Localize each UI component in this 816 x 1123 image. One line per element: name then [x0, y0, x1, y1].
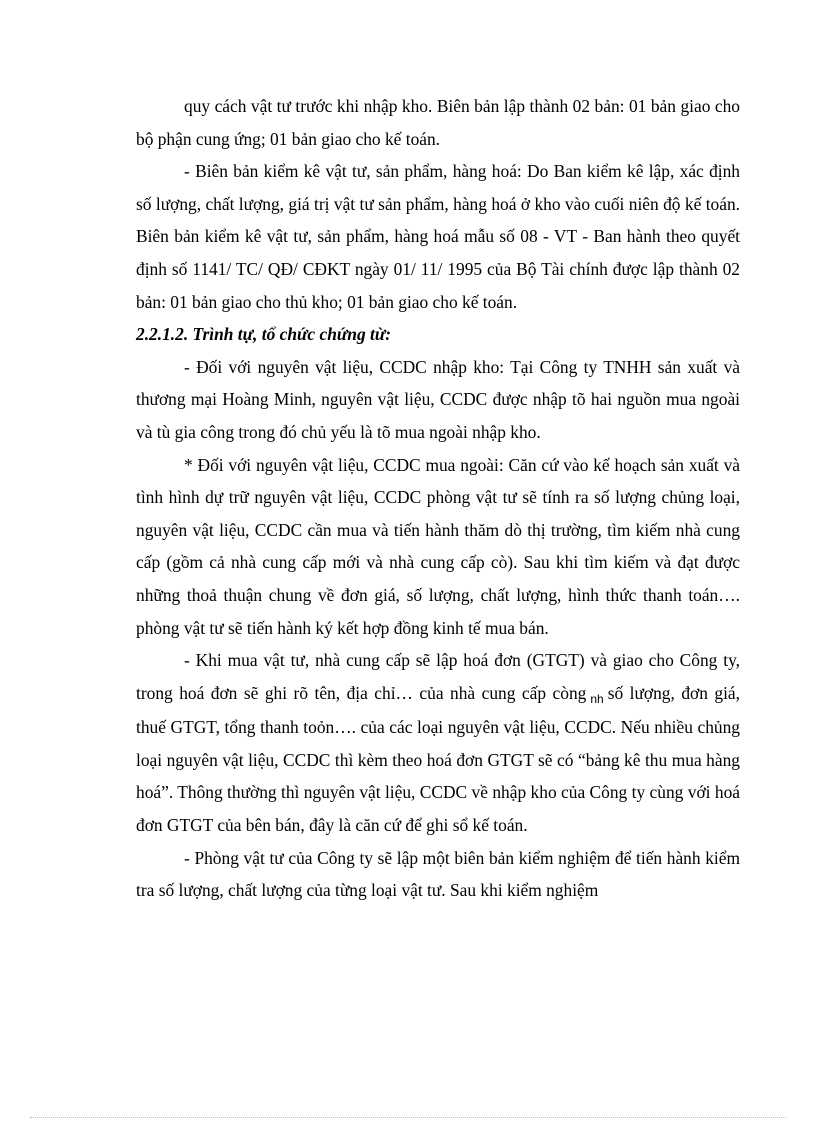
paragraph-bien-ban-kiem-ke: - Biên bản kiểm kê vật tư, sản phẩm, hàng hoá: Do Ban kiểm kê lập, xác định số lượng, chất lượng, giá trị vật tư sản phẩm, hàng hoá ở kho vào cuối niên độ kế toán. Biên bản kiểm kê vật tư, sản phẩm, hàng hoá mẫu số 08 - VT - Ban hành theo quyết định số 1141/ TC/ QĐ/ CĐKT ngày 01/ 11/ 1995 của Bộ Tài chính được lập thành 02 bản: 01 bản giao cho thủ kho; 01 bản giao cho kế toán.: [136, 161, 740, 312]
document-body: [136, 90, 740, 907]
paragraph-mua-ngoai: * Đối với nguyên vật liệu, CCDC mua ngoài: Căn cứ vào kế hoạch sản xuất và tình hình dự trữ nguyên vật liệu, CCDC phòng vật tư sẽ tính ra số lượng chủng loại, nguyên vật liệu, CCDC cần mua và tiến hành thăm dò thị trường, tìm kiếm nhà cung cấp (gồm cả nhà cung cấp mới và nhà cung cấp cò). Sau khi tìm kiếm và đạt được những thoả thuận chung về đơn giá, số lượng, chất lượng, hình thức thanh toán…. phòng vật tư sẽ tiến hành ký kết hợp đồng kinh tế mua bán.: [136, 454, 740, 638]
paragraph-hoa-don-part2: số lượng, đơn giá, thuế GTGT, tổng thanh toỏn…. của các loại nguyên vật liệu, CCDC. Nếu nhiều chủng loại nguyên vật liệu, CCDC thì kèm theo hoá đơn GTGT sẽ có “bảng kê thu mua hàng hoá”. Thông thường thì nguyên vật liệu, CCDC về nhập kho của Công ty cùng với hoá đơn GTGT của bên bán, đây là căn cứ để ghi sổ kế toán.: [136, 682, 740, 836]
paragraph-quy-cach: quy cách vật tư trước khi nhập kho. Biên bản lập thành 02 bản: 01 bản giao cho bộ phận cung ứng; 01 bản giao cho kế toán.: [136, 96, 740, 149]
stray-subscript-text: nh: [590, 691, 604, 706]
page-bottom-rule: [30, 1117, 786, 1118]
paragraph-kiem-nghiem: - Phòng vật tư của Công ty sẽ lập một biên bản kiểm nghiệm để tiến hành kiểm tra số lượng, chất lượng của từng loại vật tư. Sau khi kiểm nghiệm: [136, 847, 740, 901]
section-heading: 2.2.1.2. Trình tự, tổ chức chứng từ:: [136, 324, 392, 345]
paragraph-hoa-don-part1: - Khi mua vật tư, nhà cung cấp sẽ lập hoá đơn (GTGT) và giao cho Công ty, trong hoá đơn sẽ ghi rõ tên, địa chỉ… của nhà cung cấp còng: [136, 650, 740, 703]
paragraph-hoa-don: [136, 644, 740, 842]
paragraph-nhap-kho: - Đối với nguyên vật liệu, CCDC nhập kho: Tại Công ty TNHH sản xuất và thương mại Hoàng Minh, nguyên vật liệu, CCDC được nhập tõ hai nguồn mua ngoài và tù gia công trong đó chủ yếu là tõ mua ngoài nhập kho.: [136, 356, 740, 442]
